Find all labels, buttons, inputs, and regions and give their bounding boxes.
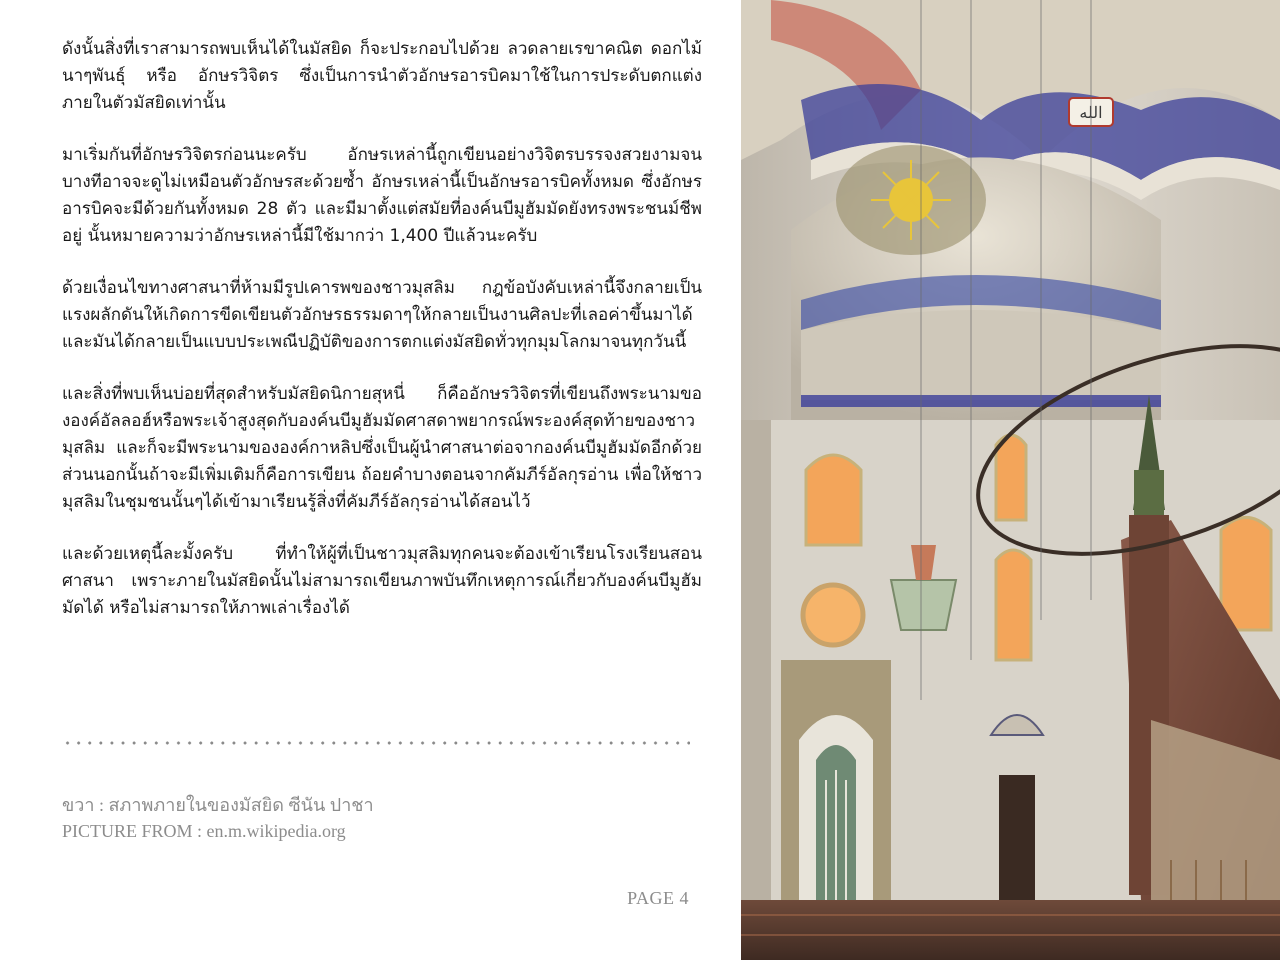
page-number: PAGE 4: [627, 888, 689, 908]
article-body: [62, 36, 702, 647]
caption-source: PICTURE FROM : en.m.wikipedia.org: [62, 821, 346, 841]
caption-description: ขวา : สภาพภายในของมัสยิด ซีนัน ปาชา: [62, 795, 374, 815]
mosque-interior-photo: [741, 0, 1280, 960]
mosque-interior-illustration: [741, 0, 1280, 960]
paragraph-1: ดังนั้นสิ่งที่เราสามารถพบเห็นได้ในมัสยิด ก็จะประกอบไปด้วย ลวดลายเรขาคณิต ดอกไม้นาๆพันธุ์ หรือ อักษรวิจิตร ซึ่งเป็นการนำตัวอักษรอารบิคมาใช้ในการประดับตกแต่งภายในตัวมัสยิดเท่านั้น: [62, 39, 702, 113]
paragraph-5: และด้วยเหตุนี้ละมั้งครับ ที่ทำให้ผู้ที่เป็นชาวมุสลิมทุกคนจะต้องเข้าเรียนโรงเรียนสอนศาสนา เพราะภายในมัสยิดนั้นไม่สามารถเขียนภาพบันทึกเหตุการณ์เกี่ยวกับองค์นบีมูฮัมมัดได้ หรือไม่สามารถให้ภาพเล่าเรื่องได้: [62, 544, 702, 618]
calligraphy-text: الله: [1079, 103, 1103, 122]
photo-caption: [62, 792, 374, 844]
paragraph-3: ด้วยเงื่อนไขทางศาสนาที่ห้ามมีรูปเคารพของชาวมุสลิม กฎข้อบังคับเหล่านี้จึงกลายเป็นแรงผลักดันให้เกิดการขีดเขียนตัวอักษรธรรมดาๆให้กลายเป็นงานศิลปะที่เลอค่าขึ้นมาได้ และมันได้กลายเป็นแบบประเพณีปฏิบัติของการตกแต่งมัสยิดทั่วทุกมุมโลกมาจนทุกวันนี้: [62, 278, 702, 352]
paragraph-4: และสิ่งที่พบเห็นบ่อยที่สุดสำหรับมัสยิดนิกายสุหนี่ ก็คืออักษรวิจิตรที่เขียนถึงพระนามขององค์อัลลอฮ์หรือพระเจ้าสูงสุดกับองค์นบีมูฮัมมัดศาสดาพยากรณ์พระองค์สุดท้ายของชาวมุสลิม และก็จะมีพระนามขององค์กาหลิปซึ่งเป็นผู้นำศาสนาต่อจากองค์นบีมูฮัมมัดอีกด้วย ส่วนนอกนั้นถ้าจะมีเพิ่มเติมก็คือการเขียน ถ้อยคำบางตอนจากคัมภีร์อัลกุรอ่าน เพื่อให้ชาวมุสลิมในชุมชนนั้นๆได้เข้ามาเรียนรู้สิ่งที่คัมภีร์อัลกุรอ่านได้สอนไว้: [62, 384, 702, 512]
dotted-divider: [62, 734, 690, 752]
paragraph-2: มาเริ่มกันที่อักษรวิจิตรก่อนนะครับ อักษรเหล่านี้ถูกเขียนอย่างวิจิตรบรรจงสวยงามจนบางทีอาจจะดูไม่เหมือนตัวอักษรสะด้วยซ้ำ อักษรเหล่านี้เป็นอักษรอารบิคทั้งหมด ซึ่งอักษรอารบิคจะมีด้วยกันทั้งหมด 28 ตัว และมีมาตั้งแต่สมัยที่องค์นบีมูฮัมมัดยังทรงพระชนม์ชีพอยู่ นั้นหมายความว่าอักษรเหล่านี้มีใช้มากว่า 1,400 ปีแล้วนะครับ: [62, 145, 702, 246]
